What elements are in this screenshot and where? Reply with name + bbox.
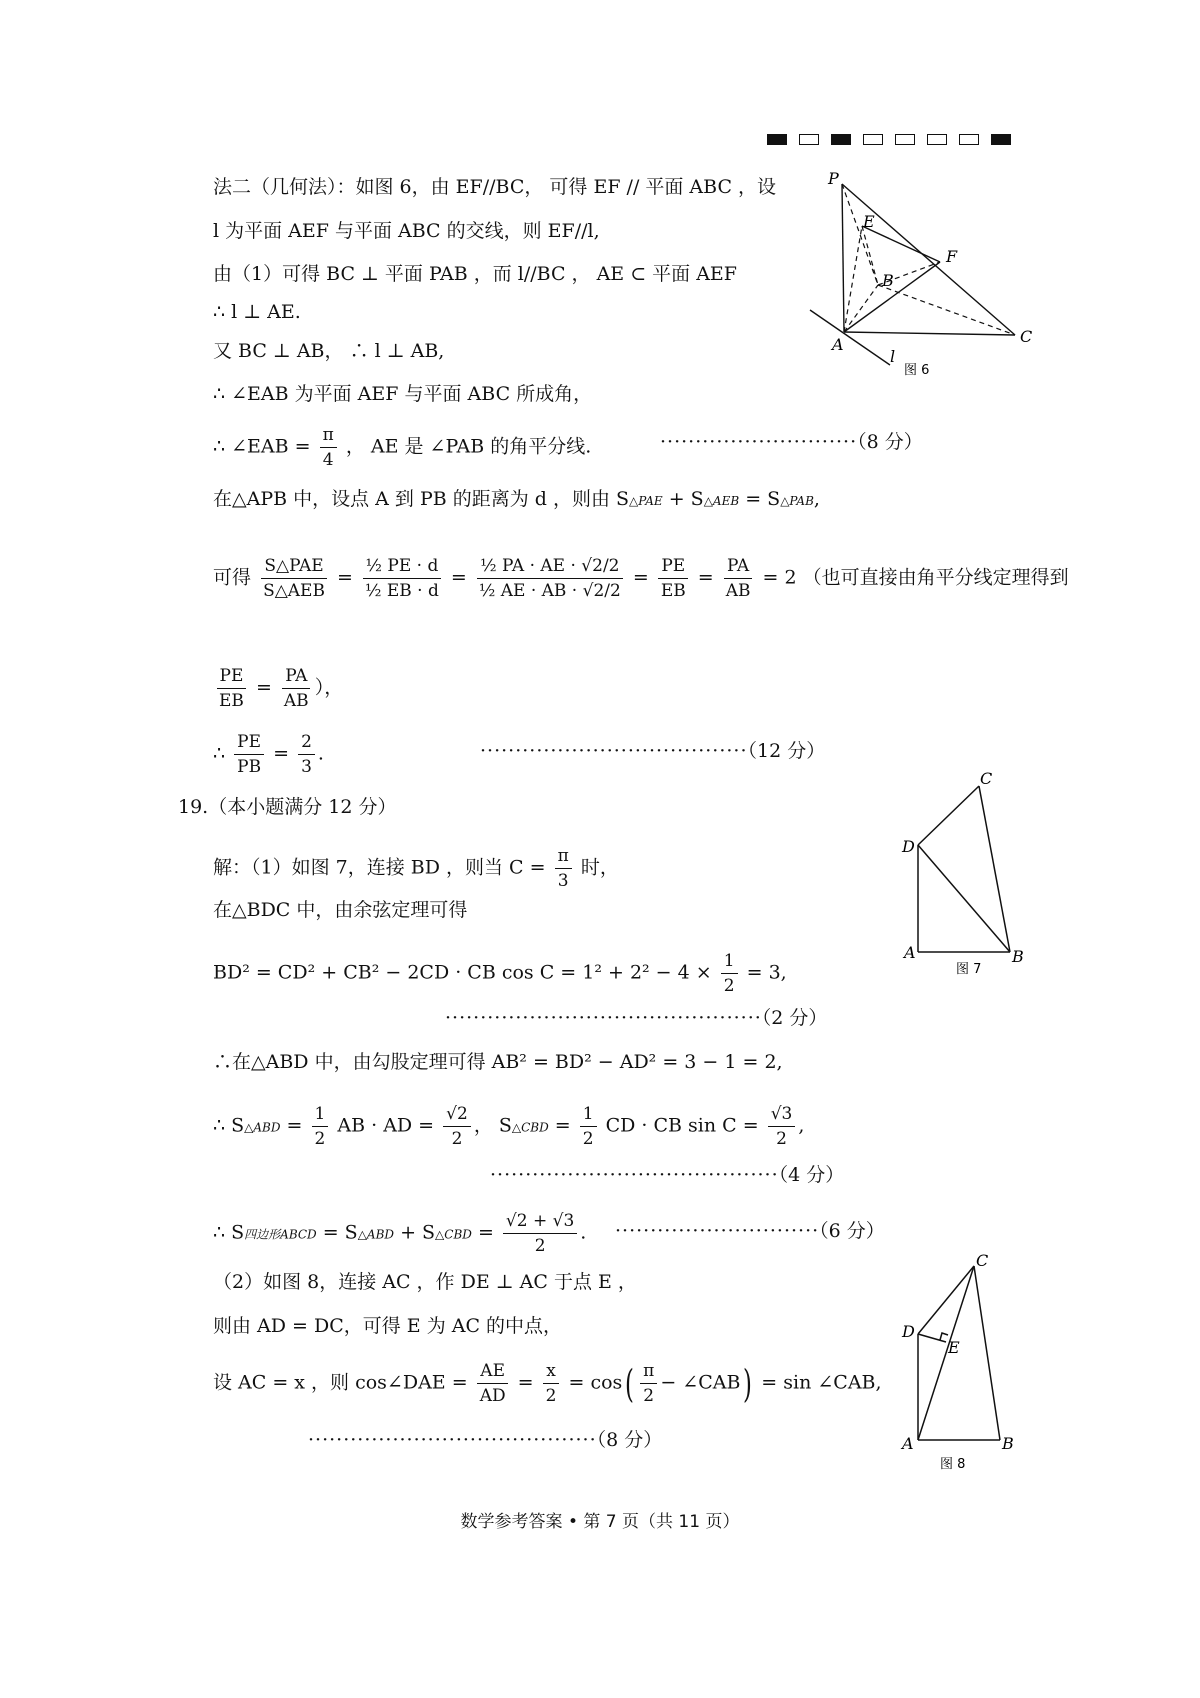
vertex-label-C: C (976, 1253, 989, 1270)
subscript: △PAB (780, 494, 814, 508)
score-label: （2 分） (761, 1007, 828, 1029)
leader-dots: ········································· (308, 1429, 597, 1451)
numerator: π (320, 424, 337, 448)
subscript: △ABD (244, 1120, 281, 1135)
denominator: 2 (582, 1129, 594, 1149)
leader-dots: ····························· (615, 1220, 820, 1242)
marker-square (959, 134, 979, 145)
score-leader (660, 430, 923, 454)
fraction (658, 555, 689, 602)
numerator: √3 (768, 1103, 796, 1127)
side-BC (979, 786, 1010, 952)
vertex-label-B: B (1012, 947, 1024, 966)
score-label: （8 分） (596, 1429, 663, 1451)
method2-line-11: ∴ $\frac{PE}{PB}$ = $\frac{2}{3}$ . (213, 732, 324, 777)
denominator: 2 (451, 1129, 463, 1149)
edge-PA (842, 184, 844, 332)
equation-text: + S (662, 488, 704, 510)
numerator: x (543, 1360, 559, 1384)
score-leader (615, 1219, 885, 1243)
equation-text: ∴ ∠EAB = (213, 435, 311, 458)
fraction (476, 555, 624, 602)
vertex-label-D: D (902, 1322, 915, 1341)
equation-text: ∴ S (213, 1221, 245, 1244)
subscript: △AEB (703, 494, 740, 508)
page-marker-squares (767, 134, 1023, 153)
diagonal-AC (918, 1266, 974, 1440)
vertex-label-B: B (882, 271, 894, 290)
equation-text: 解：（1）如图 7，连接 BD ，则当 C = (213, 856, 546, 879)
equation-text: ∴ (213, 742, 226, 765)
vertex-label-A: A (832, 335, 844, 354)
score-leader (445, 1006, 827, 1030)
vertex-label-F: F (946, 247, 958, 266)
marker-square (799, 134, 819, 145)
edge-EB-hidden (862, 226, 878, 285)
equation-text: BD² = CD² + CB² − 2CD · CB cos C = 1² + 2² − 4 × (213, 961, 712, 984)
numerator: 1 (312, 1103, 329, 1127)
method2-line-8 (213, 487, 820, 513)
numerator: PA (282, 665, 310, 689)
score-leader (480, 739, 825, 763)
figure-caption: 图 7 (956, 962, 982, 977)
fraction (312, 1103, 329, 1150)
denominator: 2 (314, 1129, 326, 1149)
equation-text: 可得 (213, 566, 252, 589)
numerator: π (555, 845, 572, 869)
fraction (580, 1103, 597, 1150)
edge-BC-hidden (878, 285, 1015, 335)
line-label-l: l (890, 347, 896, 366)
fraction (260, 555, 328, 602)
score-label: （12 分） (747, 740, 826, 762)
score-label: （6 分） (819, 1220, 885, 1242)
subscript: △CBD (511, 1120, 549, 1135)
figure-6 (800, 170, 1040, 380)
equation-text: = (548, 1114, 571, 1137)
equation-text: . (580, 1221, 587, 1244)
method2-line-5: 又 BC ⊥ AB， ∴ l ⊥ AB, (213, 340, 445, 362)
method2-line-9: 可得 $\frac{\text{S△PAE}}{\text{S△AEB}}$ = $\frac{\text{½ PE · d}}{\text{½ EB · d}}$ = $\frac{\text{½ PA · AE · √2/2}}{\text{½ AE · AB · √2/2}}$ = $\frac{PE}{EB}$ = $\frac{PA}{AB}$ = 2 （也可直接由角平分线定理得到 (213, 556, 1069, 601)
denominator: 2 (723, 976, 735, 996)
leader-dots: ······································ (480, 740, 748, 762)
method2-line-4: ∴ l ⊥ AE. (213, 301, 301, 323)
numerator: 1 (580, 1103, 597, 1127)
equation-text: AB · AD = (337, 1114, 435, 1137)
denominator: 4 (322, 450, 334, 470)
fraction (443, 1103, 471, 1150)
marker-square (895, 134, 915, 145)
fraction (362, 555, 442, 602)
denominator: 2 (643, 1386, 655, 1406)
denominator: 2 (776, 1129, 787, 1149)
equation-text: CD · CB sin C = (605, 1114, 759, 1137)
figure-caption: 图 8 (940, 1457, 966, 1472)
figure-caption: 图 6 (904, 363, 930, 378)
denominator: S△AEB (263, 581, 325, 601)
numerator: π (640, 1360, 657, 1384)
fraction (768, 1103, 796, 1150)
subscript: △CBD (435, 1227, 472, 1242)
q19-line-4: ∴在△ABD 中，由勾股定理可得 AB² = BD² − AD² = 3 − 1 = 2, (213, 1051, 783, 1073)
q19-line-9 (213, 1360, 882, 1407)
vertex-label-P: P (828, 170, 839, 188)
equation-text: = (471, 1221, 494, 1244)
vertex-label-E: E (863, 212, 875, 231)
page-footer: 数学参考答案 • 第 7 页（共 11 页） (460, 1512, 740, 1532)
equation-text: , (813, 488, 820, 510)
figure-8 (900, 1253, 1050, 1475)
denominator: 2 (545, 1386, 557, 1406)
method2-line-2: l 为平面 AEF 与平面 ABC 的交线，则 EF//l, (213, 220, 600, 242)
denominator: AB (283, 691, 309, 711)
denominator: AD (479, 1386, 506, 1406)
equation-text: ）， (314, 676, 344, 699)
equation-text: 设 AC = x ，则 cos∠DAE = (213, 1371, 468, 1394)
score-leader (308, 1428, 662, 1452)
fraction (216, 665, 247, 712)
denominator: 3 (301, 757, 312, 777)
equation-text: ， S (473, 1114, 512, 1137)
equation-text: = cos (568, 1371, 623, 1394)
numerator: PE (217, 665, 247, 689)
q19-line-8: 则由 AD = DC，可得 E 为 AC 的中点， (213, 1315, 563, 1337)
score-label: （4 分） (778, 1164, 845, 1186)
equation-text: = S (739, 488, 781, 510)
equation-text: = S (316, 1221, 358, 1244)
equation-text: = (280, 1114, 303, 1137)
subscript: △ABD (357, 1227, 395, 1242)
vertex-label-A: A (904, 943, 916, 962)
vertex-label-C: C (1020, 327, 1033, 346)
marker-square (831, 134, 851, 145)
fraction (298, 731, 315, 778)
subscript: 四边形ABCD (244, 1227, 317, 1242)
numerator: PE (234, 731, 264, 755)
edge-AC (844, 332, 1015, 335)
equation-text: = 3, (746, 961, 787, 984)
fraction (640, 1360, 657, 1407)
score-label: （8 分） (857, 431, 923, 453)
denominator: ½ AE · AB · √2/2 (478, 581, 621, 601)
denominator: EB (219, 691, 244, 711)
equation-text: − ∠CAB (660, 1371, 741, 1394)
fraction (721, 950, 738, 997)
numerator: PE (658, 555, 688, 579)
fraction (477, 1360, 509, 1407)
q19-line-6 (213, 1210, 586, 1257)
marker-square (991, 134, 1011, 145)
method2-line-3: 由（1）可得 BC ⊥ 平面 PAB ，而 l//BC ， AE ⊂ 平面 AEF (213, 263, 737, 285)
leader-dots: ············································· (445, 1007, 762, 1029)
denominator: AB (725, 581, 751, 601)
fraction (543, 1360, 560, 1407)
numerator: S△PAE (261, 555, 326, 579)
side-CD (918, 1266, 974, 1334)
diagonal-BD (918, 845, 1010, 952)
equation-text: ， AE 是 ∠PAB 的角平分线. (345, 435, 592, 458)
equation-text: 在△APB 中，设点 A 到 PB 的距离为 d ，则由 S (213, 488, 630, 510)
question-19-title: 19.（本小题满分 12 分） (178, 796, 397, 818)
side-CD (918, 786, 979, 845)
fraction (503, 1210, 577, 1257)
denominator: EB (660, 581, 686, 601)
score-leader (490, 1163, 844, 1187)
edge-AE-hidden (844, 226, 862, 332)
fraction (320, 424, 337, 471)
figure-7 (900, 772, 1050, 982)
numerator: AE (477, 1360, 508, 1384)
numerator: 2 (298, 731, 315, 755)
edge-EF (862, 226, 940, 262)
equation-text: ∴ S (213, 1114, 245, 1137)
marker-square (863, 134, 883, 145)
numerator: √2 (443, 1103, 471, 1127)
side-BC (974, 1266, 1000, 1440)
equation-text: = (517, 1371, 534, 1394)
fraction (723, 555, 754, 602)
denominator: 3 (557, 871, 569, 891)
vertex-label-D: D (902, 837, 915, 856)
numerator: PA (724, 555, 752, 579)
equation-text: . (317, 742, 324, 765)
marker-square (767, 134, 787, 145)
right-angle-mark (940, 1333, 948, 1340)
denominator: 2 (534, 1236, 546, 1256)
equation-text: = sin ∠CAB, (761, 1371, 882, 1394)
equation-text: , (798, 1114, 805, 1137)
vertex-label-C: C (980, 772, 993, 788)
fraction (555, 845, 572, 892)
marker-square (927, 134, 947, 145)
equation-text: = 2 （也可直接由角平分线定理得到 (762, 566, 1069, 589)
method2-line-6: ∴ ∠EAB 为平面 AEF 与平面 ABC 所成角， (213, 383, 593, 405)
numerator: √2 + √3 (503, 1210, 577, 1234)
paren-left: ( (625, 1361, 635, 1406)
q19-line-7: （2）如图 8，连接 AC ，作 DE ⊥ AC 于点 E ， (213, 1271, 637, 1293)
q19-line-1 (213, 845, 619, 892)
method2-line-7 (213, 424, 591, 471)
q19-line-2: 在△BDC 中，由余弦定理可得 (213, 899, 468, 921)
numerator: ½ PE · d (363, 555, 442, 579)
denominator: PB (237, 757, 262, 777)
edge-AB-hidden (844, 285, 878, 332)
equation-text: 时， (580, 856, 619, 879)
vertex-label-E: E (948, 1338, 960, 1357)
method2-line-10: $\frac{PE}{EB}$ = $\frac{PA}{AB}$ ）， (213, 665, 343, 712)
subscript: △PAE (629, 494, 663, 508)
edge-PC (842, 184, 1015, 335)
q19-line-3 (213, 950, 787, 997)
numerator: 1 (721, 950, 738, 974)
fraction (234, 731, 264, 778)
leader-dots: ···························· (660, 431, 858, 453)
numerator: ½ PA · AE · √2/2 (477, 555, 622, 579)
leader-dots: ········································· (490, 1164, 779, 1186)
fraction (281, 665, 312, 712)
denominator: ½ EB · d (364, 581, 439, 601)
vertex-label-A: A (902, 1434, 914, 1453)
q19-line-5 (213, 1103, 804, 1150)
line-l (810, 310, 890, 365)
paren-right: ) (743, 1361, 753, 1406)
method2-line-1: 法二（几何法）：如图 6，由 EF//BC， 可得 EF // 平面 ABC ，设 (213, 176, 777, 198)
equation-text: + S (394, 1221, 436, 1244)
vertex-label-B: B (1002, 1434, 1014, 1453)
